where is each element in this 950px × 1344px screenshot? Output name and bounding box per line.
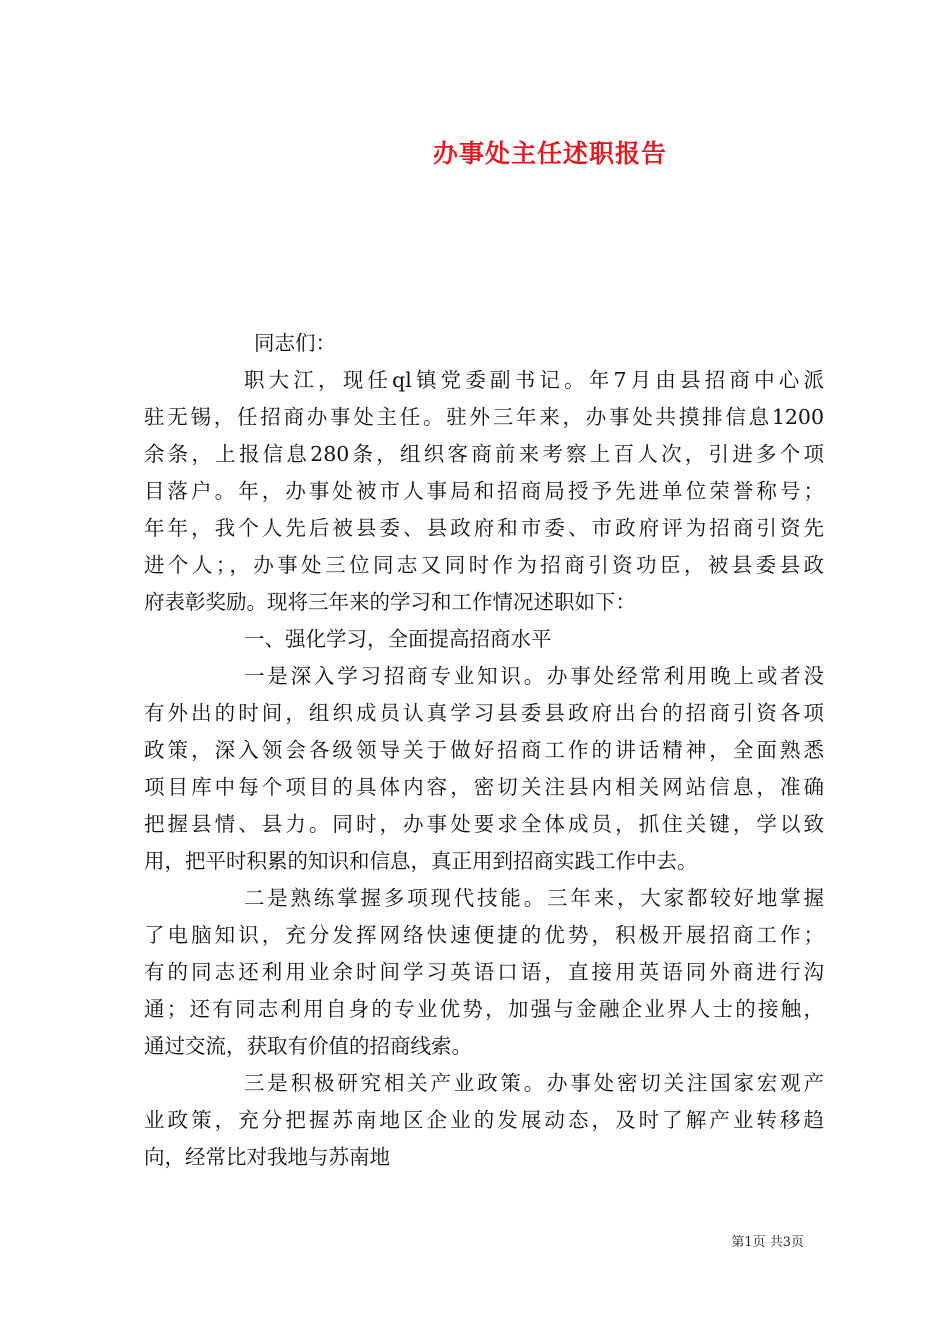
paragraph-line: 有的同志还利用业余时间学习英语口语，直接用英语同外商进行沟 xyxy=(144,960,824,984)
paragraph-line: 府表彰奖励。现将三年来的学习和工作情况述职如下： xyxy=(144,590,636,614)
paragraph-line: 政策，深入领会各级领导关于做好招商工作的讲话精神，全面熟悉 xyxy=(144,738,824,762)
paragraph-line: 二是熟练掌握多项现代技能。三年来，大家都较好地掌握 xyxy=(244,886,824,910)
paragraph-line: 有外出的时间，组织成员认真学习县委县政府出台的招商引资各项 xyxy=(144,701,824,725)
section-heading: 一、强化学习，全面提高招商水平 xyxy=(244,627,552,651)
paragraph-line: 进个人；，办事处三位同志又同时作为招商引资功臣，被县委县政 xyxy=(144,553,824,577)
paragraph-line: 余条，上报信息280条，组织客商前来考察上百人次，引进多个项 xyxy=(144,442,824,466)
document-title: 办事处主任述职报告 xyxy=(432,139,667,168)
paragraph-line: 目落户。年，办事处被市人事局和招商局授予先进单位荣誉称号； xyxy=(144,479,824,503)
paragraph-line: 了电脑知识，充分发挥网络快速便捷的优势，积极开展招商工作； xyxy=(144,923,824,947)
paragraph-line: 年年，我个人先后被县委、县政府和市委、市政府评为招商引资先 xyxy=(144,516,824,540)
paragraph-line: 向，经常比对我地与苏南地 xyxy=(144,1145,390,1169)
paragraph-line: 业政策，充分把握苏南地区企业的发展动态，及时了解产业转移趋 xyxy=(144,1108,824,1132)
page-number: 第1页 共3页 xyxy=(731,1235,804,1250)
paragraph-line: 驻无锡，任招商办事处主任。驻外三年来，办事处共摸排信息1200 xyxy=(144,405,824,429)
paragraph-line: 一是深入学习招商专业知识。办事处经常利用晚上或者没 xyxy=(244,664,824,688)
paragraph-line: 通；还有同志利用自身的专业优势，加强与金融企业界人士的接触， xyxy=(144,997,824,1021)
paragraph-line: 项目库中每个项目的具体内容，密切关注县内相关网站信息，准确 xyxy=(144,775,824,799)
paragraph-line: 三是积极研究相关产业政策。办事处密切关注国家宏观产 xyxy=(244,1071,824,1095)
document-body xyxy=(144,325,824,1176)
salutation: 同志们： xyxy=(254,331,336,355)
paragraph-line: 用，把平时积累的知识和信息，真正用到招商实践工作中去。 xyxy=(144,849,698,873)
paragraph-line: 把握县情、县力。同时，办事处要求全体成员，抓住关键，学以致 xyxy=(144,812,824,836)
paragraph-line: 通过交流，获取有价值的招商线索。 xyxy=(144,1034,472,1058)
paragraph-line: 职大江，现任ql镇党委副书记。年7月由县招商中心派 xyxy=(244,368,824,392)
